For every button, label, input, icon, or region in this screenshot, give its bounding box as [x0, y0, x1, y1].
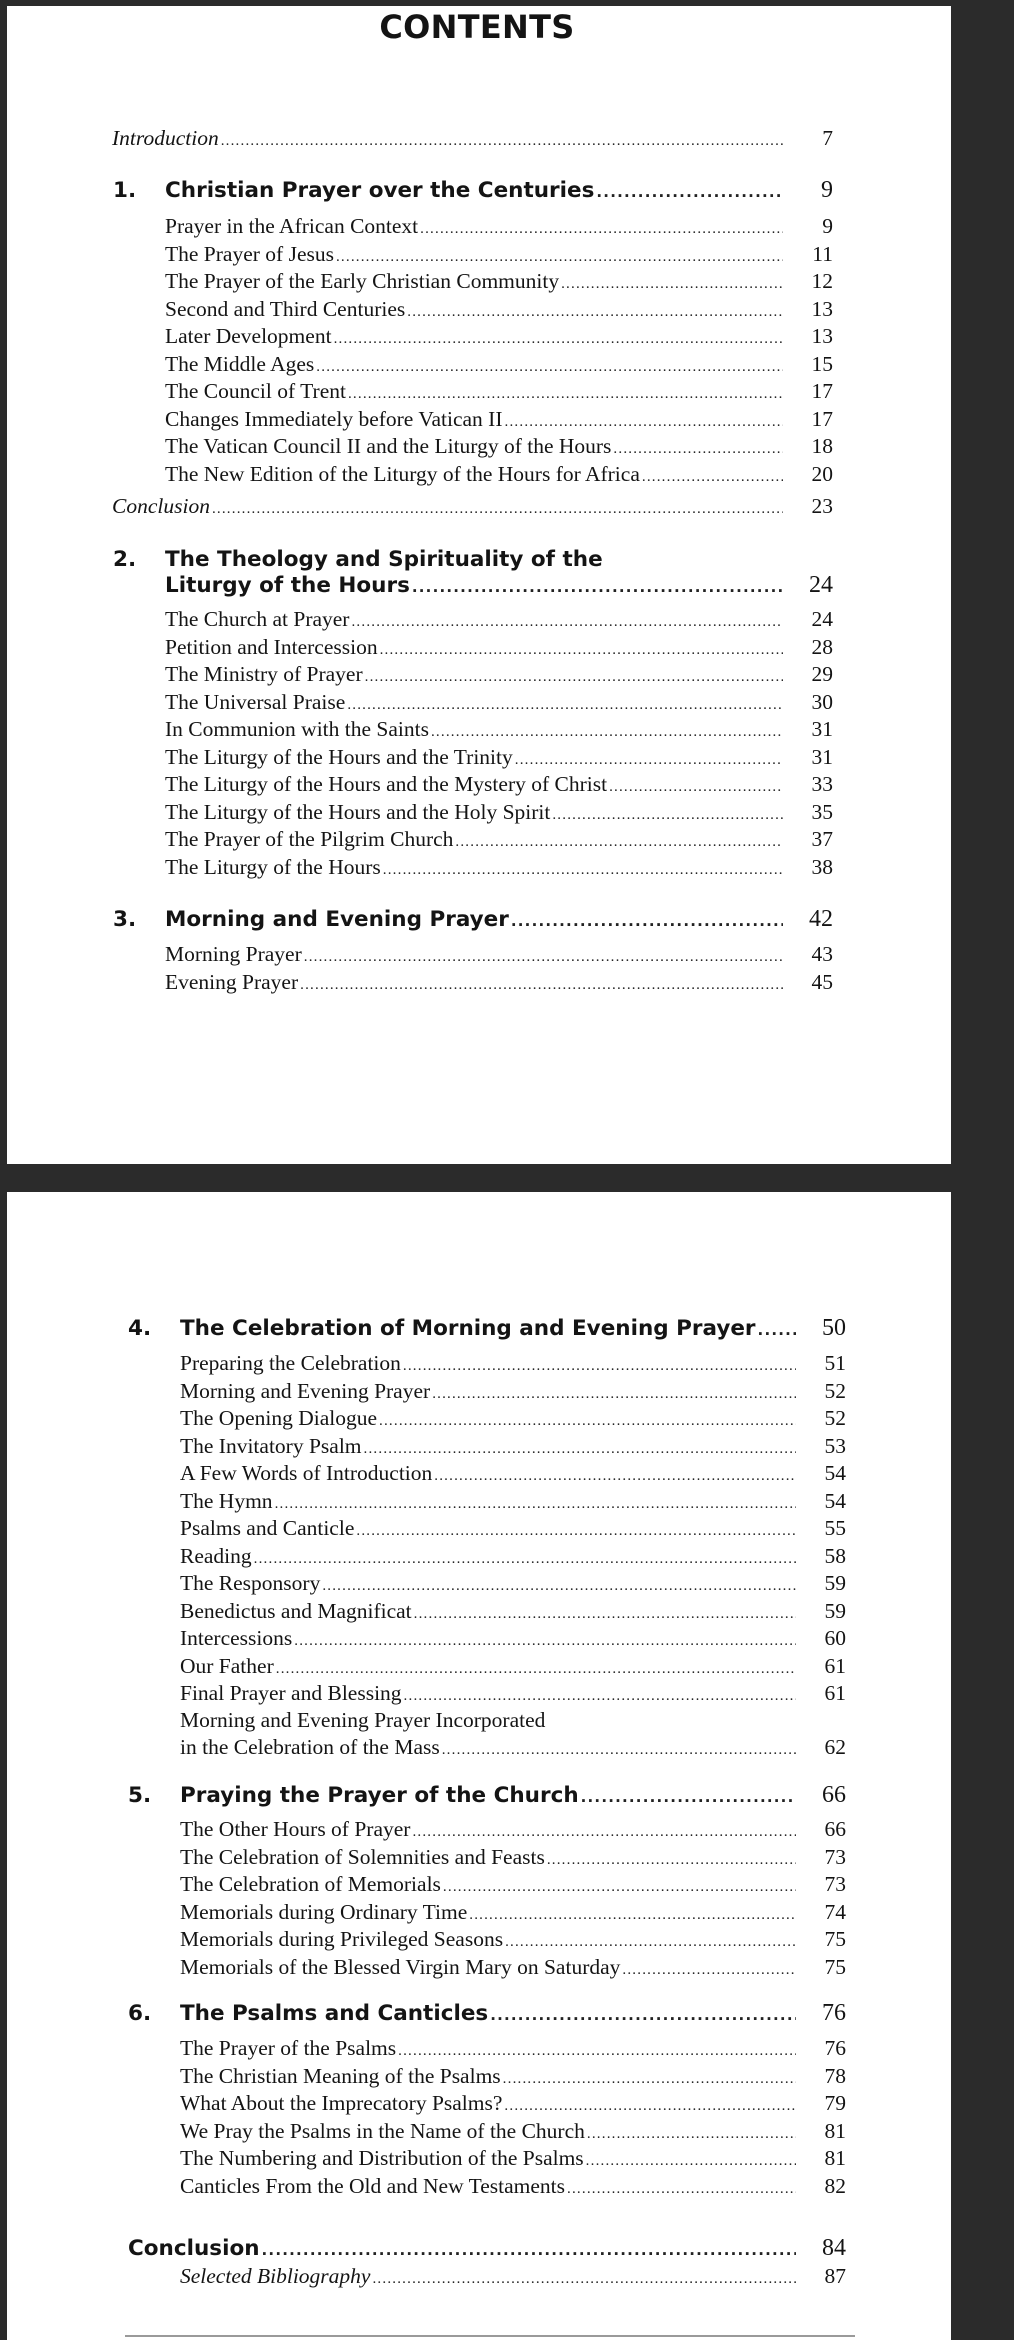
- toc-entry[interactable]: [180, 1598, 846, 1628]
- dot-leader: [275, 1491, 796, 1518]
- toc-page-number: 31: [811, 744, 833, 769]
- toc-page-number: 66: [824, 1817, 846, 1841]
- dot-leader: [469, 1902, 796, 1929]
- dot-leader: [432, 1381, 796, 1408]
- toc-label: The Numbering and Distribution of the Psalms: [180, 2146, 584, 2171]
- toc-label: The Council of Trent: [165, 379, 346, 404]
- toc-page-number: 81: [824, 2118, 846, 2143]
- toc-label: Petition and Intercession: [165, 634, 378, 659]
- toc-label: In Communion with the Saints: [165, 717, 429, 742]
- toc-page-number: 31: [811, 717, 833, 742]
- dot-leader: [587, 2121, 796, 2148]
- toc-entry[interactable]: [165, 268, 833, 298]
- dot-leader: [420, 216, 783, 243]
- toc-entry[interactable]: [180, 1543, 846, 1573]
- toc-label: The Christian Meaning of the Psalms: [180, 2063, 501, 2088]
- toc-entry[interactable]: [165, 744, 833, 774]
- toc-page-number: 17: [811, 406, 833, 431]
- toc-page-number: 15: [811, 351, 833, 376]
- document-page-2: [7, 1192, 951, 2340]
- toc-entry[interactable]: [180, 1625, 846, 1655]
- toc-entry[interactable]: [165, 689, 833, 719]
- toc-page-number: 9: [822, 214, 833, 238]
- toc-page-number: 59: [824, 1598, 846, 1623]
- dot-leader: [380, 637, 783, 664]
- toc-entry-conclusion[interactable]: [128, 2235, 846, 2264]
- toc-label: The Ministry of Prayer: [165, 662, 363, 687]
- toc-label: Selected Bibliography: [180, 2264, 371, 2288]
- toc-entry[interactable]: [180, 1954, 846, 1984]
- toc-page-number: 28: [811, 634, 833, 659]
- toc-label: The Prayer of the Pilgrim Church: [165, 827, 454, 852]
- toc-entry[interactable]: [165, 941, 833, 971]
- toc-entry[interactable]: [180, 1680, 846, 1710]
- toc-entry[interactable]: [180, 1488, 846, 1518]
- toc-page-number: 45: [811, 969, 833, 994]
- toc-entry[interactable]: [180, 2090, 846, 2120]
- toc-page-number: 43: [811, 942, 833, 966]
- chapter-title: The Celebration of Morning and Evening Prayer: [180, 1316, 756, 1341]
- toc-entry[interactable]: [180, 2035, 846, 2065]
- toc-entry[interactable]: [165, 378, 833, 408]
- toc-page-number: 54: [824, 1488, 846, 1513]
- toc-page-number: 17: [811, 379, 833, 404]
- toc-page-number: 59: [824, 1571, 846, 1596]
- toc-label: Benedictus and Magnificat: [180, 1598, 412, 1623]
- toc-entry[interactable]: [165, 461, 833, 491]
- toc-page-number: 38: [811, 854, 833, 879]
- dot-leader: [212, 496, 783, 523]
- toc-page-number: 50: [822, 1315, 846, 1341]
- toc-entry[interactable]: [165, 323, 833, 353]
- dot-leader: [609, 774, 783, 801]
- dot-leader: [443, 1874, 796, 1901]
- dot-leader: [561, 271, 783, 298]
- toc-page-number: 76: [824, 2036, 846, 2060]
- toc-label: Morning and Evening Prayer Incorporated: [180, 1708, 546, 1732]
- toc-label: What About the Imprecatory Psalms?: [180, 2091, 503, 2116]
- toc-label: Memorials during Privileged Seasons: [180, 1927, 504, 1952]
- toc-page-number: 29: [811, 662, 833, 687]
- dot-leader: [511, 908, 783, 935]
- toc-page-number: 51: [824, 1351, 846, 1375]
- toc-page-number: 20: [811, 461, 833, 486]
- dot-leader: [254, 1546, 796, 1573]
- toc-label: The Celebration of Memorials: [180, 1872, 441, 1897]
- toc-entry[interactable]: [180, 1844, 846, 1874]
- dot-leader: [403, 1353, 796, 1380]
- toc-page-number: 81: [824, 2146, 846, 2171]
- chapter-title: Liturgy of the Hours: [165, 573, 410, 598]
- toc-entry-line-1: [180, 1707, 846, 1734]
- toc-label: The Liturgy of the Hours and the Holy Spirit: [165, 799, 551, 824]
- toc-page-number: 76: [822, 2000, 846, 2026]
- dot-leader: [613, 436, 783, 463]
- toc-page-number: 61: [824, 1653, 846, 1678]
- toc-entry[interactable]: [165, 606, 833, 636]
- toc-label: Canticles From the Old and New Testaments: [180, 2173, 566, 2198]
- dot-leader: [262, 2237, 796, 2264]
- toc-label: The Middle Ages: [165, 351, 315, 376]
- toc-page-number: 12: [811, 269, 833, 294]
- toc-entry[interactable]: [180, 1653, 846, 1683]
- toc-label: Memorials during Ordinary Time: [180, 1899, 468, 1924]
- toc-page-number: 74: [824, 1899, 846, 1924]
- toc-chapter-1[interactable]: [165, 177, 833, 206]
- toc-label: Evening Prayer: [165, 969, 299, 994]
- toc-label: We Pray the Psalms in the Name of the Church: [180, 2118, 585, 2143]
- toc-label: Prayer in the African Context: [165, 214, 419, 238]
- dot-leader: [622, 1957, 796, 1984]
- toc-entry[interactable]: [165, 241, 833, 271]
- toc-page-number: 13: [811, 296, 833, 321]
- dot-leader: [515, 747, 783, 774]
- toc-page-number: 60: [824, 1626, 846, 1651]
- toc-label: Memorials of the Blessed Virgin Mary on Saturday: [180, 1954, 621, 1979]
- dot-leader: [336, 244, 783, 271]
- toc-page-number: 35: [811, 799, 833, 824]
- chapter-title: Praying the Prayer of the Church: [180, 1783, 579, 1808]
- toc-entry[interactable]: [165, 826, 833, 856]
- toc-label: Conclusion: [128, 2236, 260, 2261]
- toc-page-number: 53: [824, 1433, 846, 1458]
- dot-leader: [383, 857, 783, 884]
- toc-entry[interactable]: [180, 1378, 846, 1408]
- chapter-title-line-1: The Theology and Spirituality of the: [165, 547, 603, 572]
- dot-leader: [365, 664, 783, 691]
- toc-label: The Church at Prayer: [165, 607, 350, 631]
- toc-chapter-6[interactable]: [180, 2000, 846, 2029]
- dot-leader: [642, 464, 783, 491]
- dot-leader: [505, 1929, 796, 1956]
- toc-label: in the Celebration of the Mass: [180, 1735, 440, 1759]
- dot-leader: [372, 2266, 796, 2293]
- toc-label: The Prayer of the Psalms: [180, 2036, 397, 2060]
- toc-label: Preparing the Celebration: [180, 1351, 401, 1375]
- dot-leader: [414, 1601, 796, 1628]
- table-of-contents-continued: [7, 1192, 951, 2340]
- toc-label: The Opening Dialogue: [180, 1406, 378, 1431]
- toc-entry[interactable]: [180, 1570, 846, 1600]
- toc-entry[interactable]: [180, 1899, 846, 1929]
- toc-label: The Liturgy of the Hours and the Trinity: [165, 744, 513, 769]
- dot-leader: [412, 574, 783, 601]
- toc-entry[interactable]: [180, 1460, 846, 1490]
- dot-leader: [304, 944, 783, 971]
- chapter-title: The Psalms and Canticles: [180, 2001, 489, 2026]
- dot-leader: [552, 802, 783, 829]
- toc-page-number: 37: [811, 827, 833, 852]
- toc-entry[interactable]: [165, 406, 833, 436]
- toc-page-number: 52: [824, 1406, 846, 1431]
- dot-leader: [586, 2148, 796, 2175]
- toc-label: The Hymn: [180, 1488, 273, 1513]
- toc-entry[interactable]: [180, 1433, 846, 1463]
- toc-page-number: 66: [822, 1782, 846, 1808]
- toc-entry[interactable]: [165, 661, 833, 691]
- toc-label: A Few Words of Introduction: [180, 1461, 433, 1486]
- toc-chapter-3[interactable]: [165, 906, 833, 935]
- dot-leader: [348, 381, 783, 408]
- toc-entry[interactable]: [165, 351, 833, 381]
- toc-page-number: 30: [811, 689, 833, 714]
- chapter-number: 4.: [128, 1316, 152, 1341]
- toc-label: The Invitatory Psalm: [180, 1433, 362, 1458]
- toc-page-number: 84: [822, 2235, 846, 2261]
- chapter-number: 2.: [113, 547, 137, 572]
- dot-leader: [581, 1784, 796, 1811]
- chapter-title: Morning and Evening Prayer: [165, 907, 509, 932]
- toc-label: The Prayer of Jesus: [165, 241, 334, 266]
- toc-entry[interactable]: [180, 1350, 846, 1380]
- dot-leader: [442, 1737, 796, 1764]
- chapter-number: 5.: [128, 1783, 152, 1808]
- dot-leader: [276, 1656, 796, 1683]
- toc-entry[interactable]: [180, 1405, 846, 1435]
- toc-label: Conclusion: [112, 494, 210, 518]
- toc-entry[interactable]: [165, 771, 833, 801]
- dot-leader: [503, 2066, 796, 2093]
- toc-entry[interactable]: [180, 2063, 846, 2093]
- dot-leader: [504, 2093, 796, 2120]
- toc-label: Final Prayer and Blessing: [180, 1681, 402, 1706]
- toc-entry[interactable]: [180, 1871, 846, 1901]
- dot-leader: [351, 609, 783, 636]
- toc-label: Morning and Evening Prayer: [180, 1378, 431, 1403]
- table-of-contents: [7, 6, 951, 1164]
- toc-chapter-5[interactable]: [180, 1782, 846, 1811]
- toc-entry[interactable]: [165, 433, 833, 463]
- toc-label: The Prayer of the Early Christian Community: [165, 269, 560, 294]
- toc-page-number: 82: [824, 2173, 846, 2198]
- toc-entry[interactable]: [165, 213, 833, 243]
- toc-label: Introduction: [112, 126, 219, 150]
- chapter-number: 3.: [113, 907, 137, 932]
- dot-leader: [455, 829, 783, 856]
- toc-page-number: 33: [811, 772, 833, 797]
- dot-leader: [316, 354, 783, 381]
- dot-leader: [434, 1463, 796, 1490]
- dot-leader: [379, 1408, 796, 1435]
- toc-page-number: 87: [824, 2264, 846, 2288]
- toc-label: The Other Hours of Prayer: [180, 1817, 411, 1841]
- toc-page-number: 13: [811, 324, 833, 349]
- toc-label: The Universal Praise: [165, 689, 346, 714]
- toc-label: Intercessions: [180, 1626, 293, 1651]
- toc-entry[interactable]: [180, 1734, 846, 1764]
- toc-page-number: 42: [809, 906, 833, 932]
- toc-page-number: 58: [824, 1543, 846, 1568]
- dot-leader: [300, 972, 783, 999]
- toc-page-number: 79: [824, 2091, 846, 2116]
- toc-label: The Liturgy of the Hours: [165, 854, 381, 879]
- toc-label: Later Development: [165, 324, 332, 349]
- dot-leader: [567, 2176, 796, 2203]
- toc-entry-bibliography[interactable]: [180, 2263, 846, 2293]
- toc-label: Changes Immediately before Vatican II: [165, 406, 503, 431]
- toc-entry[interactable]: [180, 1926, 846, 1956]
- toc-entry[interactable]: [165, 854, 833, 884]
- toc-page-number: 78: [824, 2063, 846, 2088]
- dot-leader: [322, 1573, 796, 1600]
- dot-leader: [364, 1436, 796, 1463]
- toc-page-number: 61: [824, 1681, 846, 1706]
- toc-entry[interactable]: [165, 969, 833, 999]
- toc-entry[interactable]: [165, 799, 833, 829]
- dot-leader: [294, 1628, 796, 1655]
- dot-leader: [347, 692, 783, 719]
- document-page-1: [7, 6, 951, 1164]
- footer-rule: [125, 2335, 855, 2337]
- toc-page-number: 11: [812, 241, 833, 266]
- toc-label: Morning Prayer: [165, 942, 302, 966]
- toc-page-number: 24: [811, 607, 833, 631]
- dot-leader: [505, 409, 783, 436]
- toc-entry[interactable]: [180, 2118, 846, 2148]
- dot-leader: [334, 326, 783, 353]
- toc-label: Reading: [180, 1543, 252, 1568]
- dot-leader: [758, 1317, 796, 1344]
- toc-page-number: 75: [824, 1954, 846, 1979]
- page-title: CONTENTS: [379, 8, 575, 46]
- toc-label: Our Father: [180, 1653, 274, 1678]
- dot-leader: [356, 1518, 796, 1545]
- toc-page-number: 73: [824, 1844, 846, 1869]
- toc-label: Psalms and Canticle: [180, 1516, 355, 1541]
- toc-label: The Responsory: [180, 1571, 321, 1596]
- toc-page-number: 75: [824, 1927, 846, 1952]
- toc-page-number: 7: [822, 126, 833, 150]
- dot-leader: [412, 1819, 796, 1846]
- toc-page-number: 18: [811, 434, 833, 459]
- toc-page-number: 52: [824, 1378, 846, 1403]
- toc-page-number: 62: [824, 1735, 846, 1759]
- toc-entry[interactable]: [165, 296, 833, 326]
- toc-label: The New Edition of the Liturgy of the Hours for Africa: [165, 461, 640, 486]
- dot-leader: [221, 128, 783, 155]
- toc-entry[interactable]: [180, 1816, 846, 1846]
- toc-entry[interactable]: [180, 2145, 846, 2175]
- chapter-number: 1.: [113, 178, 137, 203]
- toc-entry-conclusion[interactable]: [112, 493, 833, 523]
- toc-chapter-4[interactable]: [180, 1315, 846, 1344]
- toc-entry[interactable]: [180, 2173, 846, 2203]
- dot-leader: [490, 2002, 796, 2029]
- toc-label: The Celebration of Solemnities and Feasts: [180, 1844, 545, 1869]
- toc-page-number: 23: [811, 494, 833, 518]
- toc-entry[interactable]: [165, 634, 833, 664]
- toc-entry-introduction[interactable]: [112, 125, 833, 155]
- toc-page-number: 55: [824, 1516, 846, 1541]
- toc-entry[interactable]: [165, 716, 833, 746]
- toc-label: The Liturgy of the Hours and the Mystery of Christ: [165, 772, 608, 797]
- toc-page-number: 24: [809, 572, 833, 598]
- dot-leader: [596, 179, 783, 206]
- toc-page-number: 54: [824, 1461, 846, 1486]
- toc-entry[interactable]: [180, 1515, 846, 1545]
- chapter-title: Christian Prayer over the Centuries: [165, 178, 595, 203]
- dot-leader: [547, 1847, 796, 1874]
- dot-leader: [407, 299, 783, 326]
- dot-leader: [398, 2038, 796, 2065]
- toc-label: The Vatican Council II and the Liturgy of the Hours: [165, 434, 612, 459]
- chapter-number: 6.: [128, 2001, 152, 2026]
- toc-page-number: 9: [821, 177, 833, 203]
- dot-leader: [431, 719, 783, 746]
- toc-label: Second and Third Centuries: [165, 296, 406, 321]
- toc-chapter-2[interactable]: [165, 572, 833, 601]
- toc-page-number: 73: [824, 1872, 846, 1897]
